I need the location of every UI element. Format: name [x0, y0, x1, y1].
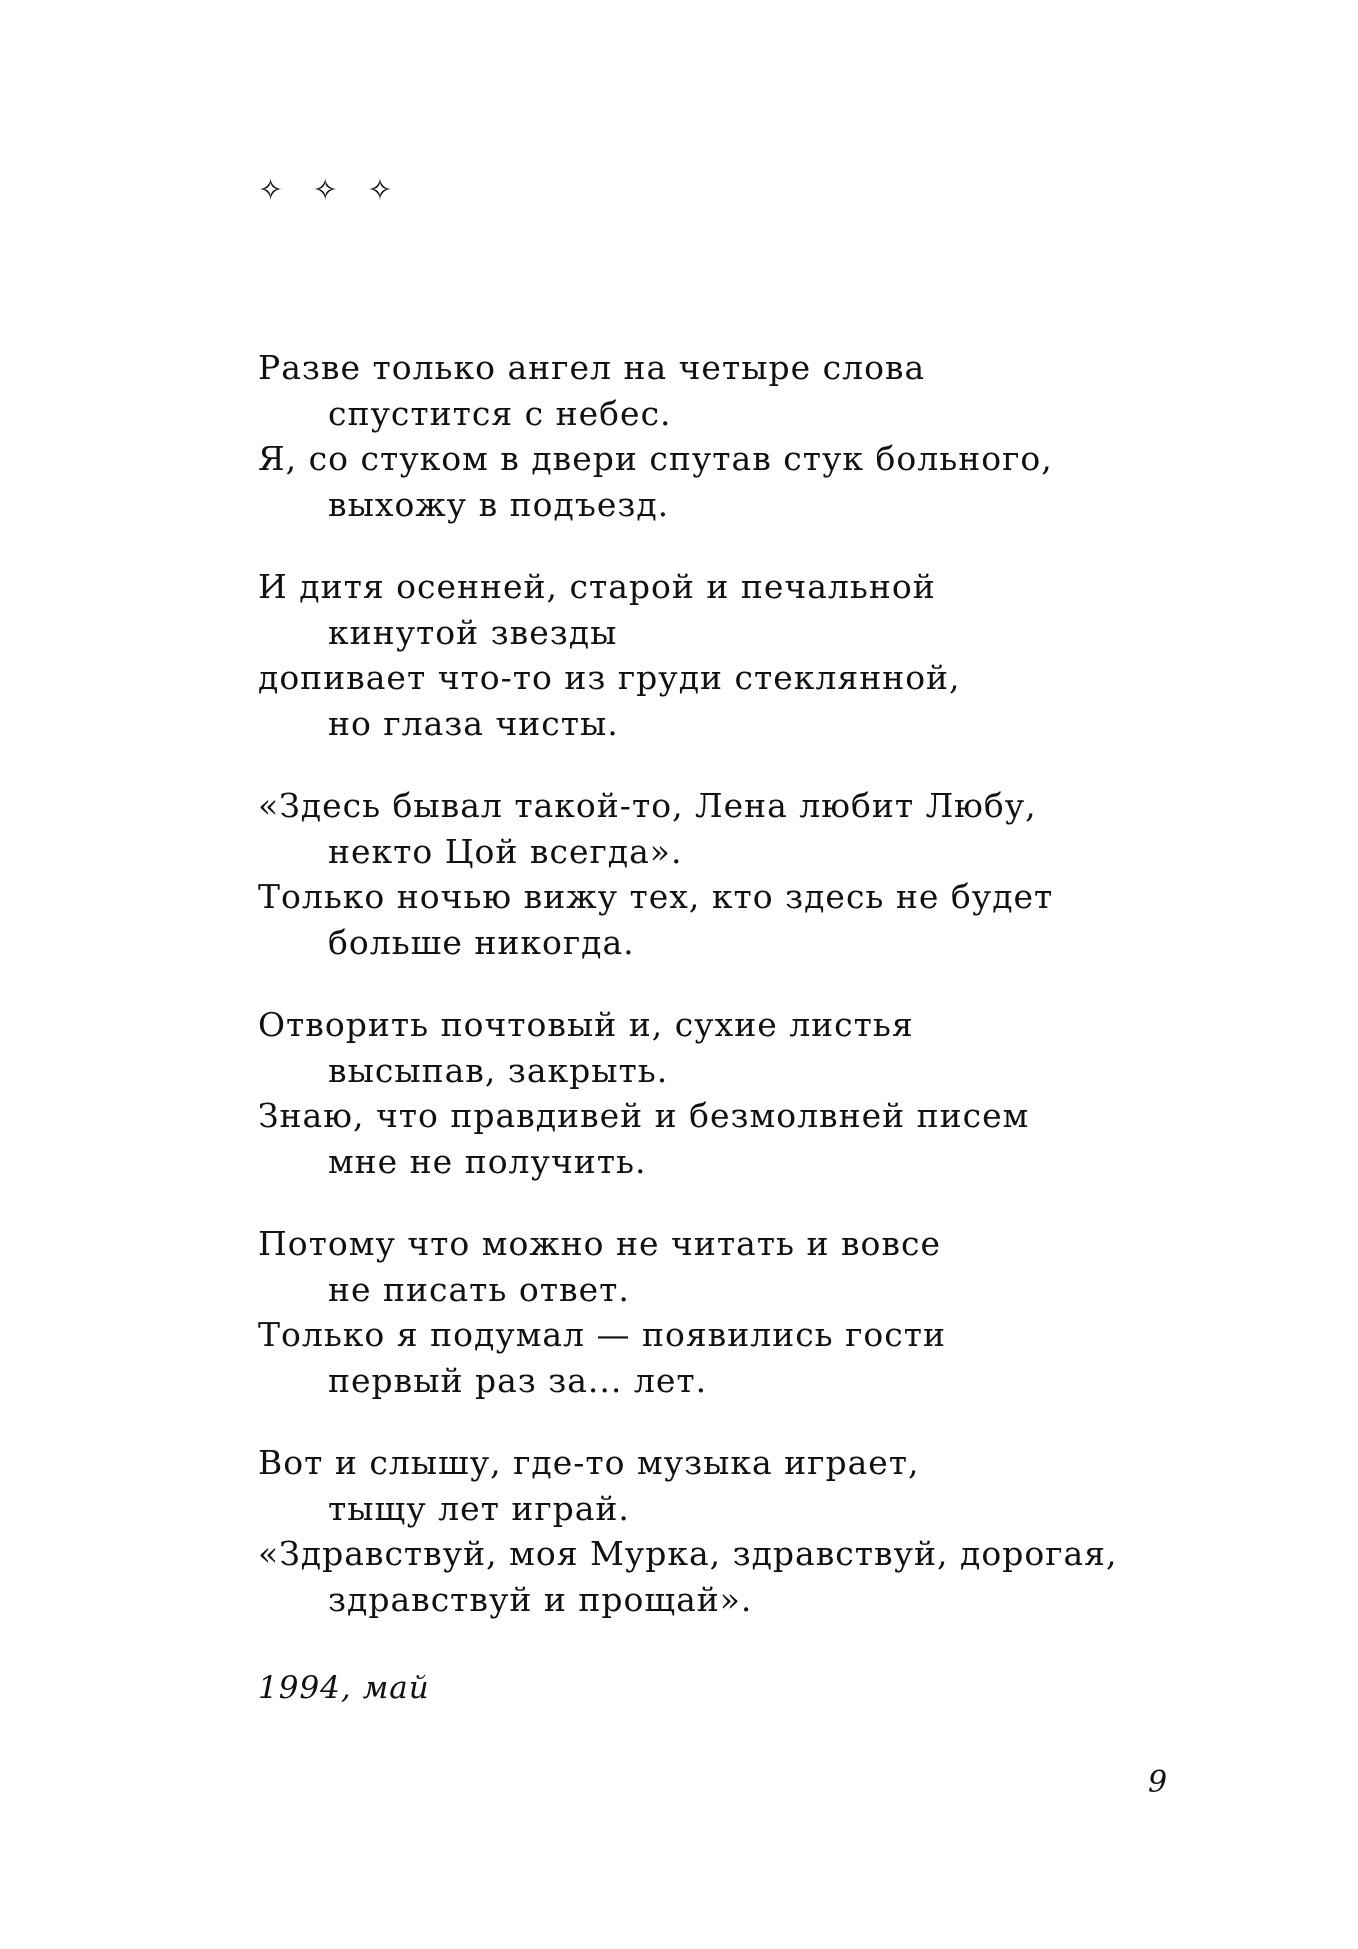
stanza: [258, 1221, 1258, 1403]
poem-line: мне не получить.: [328, 1141, 647, 1181]
page-number: 9: [1148, 1765, 1168, 1800]
poem-line: Я, со стуком в двери спутав стук больного,: [258, 439, 1053, 478]
poem-line: Только ночью вижу тех, кто здесь не будет: [258, 877, 1054, 916]
poem-line: тыщу лет играй.: [328, 1488, 630, 1528]
poem-line: высыпав, закрыть.: [328, 1050, 669, 1090]
stanza: [258, 345, 1258, 527]
poem-line: «Здесь бывал такой-то, Лена любит Любу,: [258, 786, 1037, 825]
stanza: [258, 1002, 1258, 1184]
poem-line: Разве только ангел на четыре слова: [258, 348, 926, 387]
poem-line: не писать ответ.: [328, 1269, 630, 1309]
poem-line: Отворить почтовый и, сухие листья: [258, 1005, 914, 1044]
poem-line: спустится с небес.: [328, 393, 672, 433]
poem-line: допивает что-то из груди стеклянной,: [258, 658, 961, 697]
poem-line: Знаю, что правдивей и безмолвней писем: [258, 1096, 1030, 1135]
poem-line: Потому что можно не читать и вовсе: [258, 1224, 942, 1263]
poem-line: кинутой звезды: [328, 612, 618, 652]
section-ornament: ✧ ✧ ✧: [258, 173, 403, 208]
poem-line: но глаза чисты.: [328, 703, 619, 743]
poem-line: Только я подумал — появились гости: [258, 1315, 947, 1354]
poem-line: «Здравствуй, моя Мурка, здравствуй, дорогая,: [258, 1534, 1118, 1573]
poem-line: И дитя осенней, старой и печальной: [258, 567, 936, 606]
stanza: [258, 783, 1258, 965]
poem-line: больше никогда.: [328, 922, 635, 962]
poem-line: первый раз за... лет.: [328, 1360, 708, 1400]
poem-line: Вот и слышу, где-то музыка играет,: [258, 1443, 920, 1482]
poem-line: некто Цой всегда».: [328, 831, 683, 871]
poem-date: 1994, май: [258, 1670, 430, 1706]
stanza: [258, 1440, 1258, 1622]
poem-body: [258, 345, 1258, 1659]
stanza: [258, 564, 1258, 746]
poem-line: здравствуй и прощай».: [328, 1579, 753, 1619]
poem-line: выхожу в подъезд.: [328, 484, 670, 524]
